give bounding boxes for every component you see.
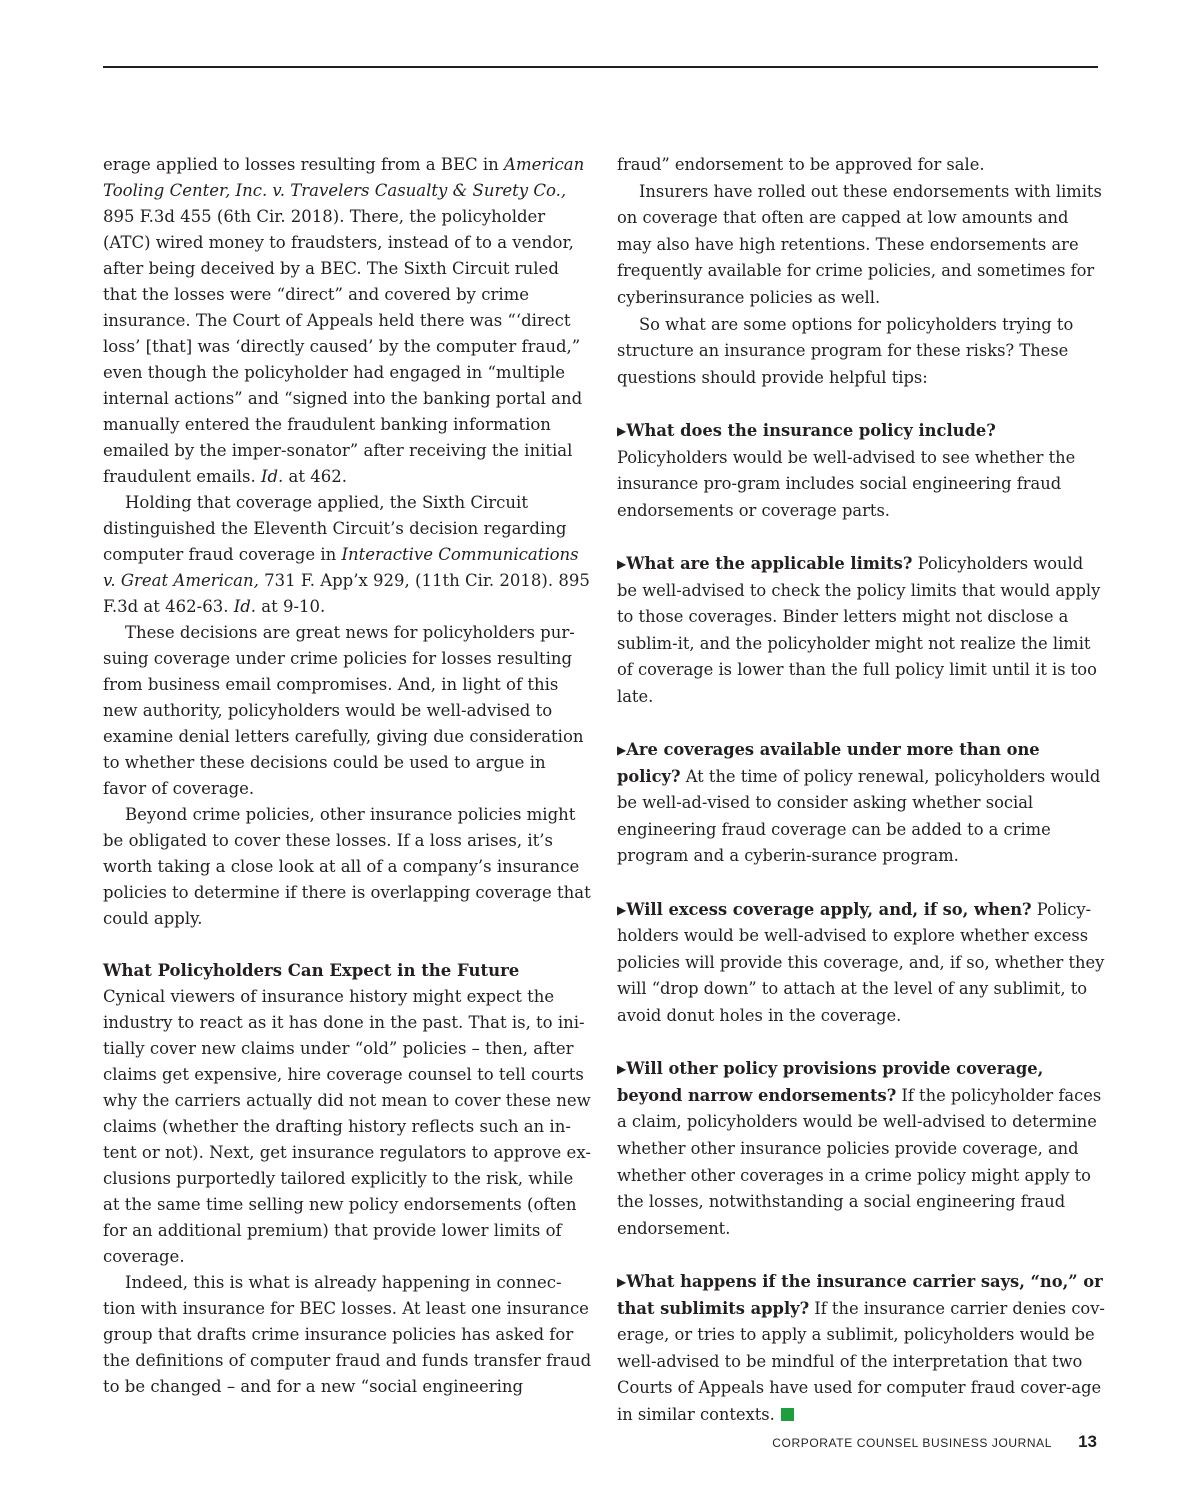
question-text: Will excess coverage apply, and, if so, when? — [626, 899, 1032, 919]
paragraph: Beyond crime policies, other insurance policies might be obligated to cover these losses. If a loss arises, it’s worth taking a close look at all of a company’s insurance policies to determine if there is overlapping coverage that could apply. — [103, 805, 591, 928]
paragraph: These decisions are great news for policyholders pur-suing coverage under crime policies for losses resulting from business email compromises. And, in light of this new authority, policyholders would be well-advised to examine denial letters carefully, giving due consideration to whether these decisions could be used to argue in favor of coverage. — [103, 623, 584, 798]
page-number: 13 — [1078, 1432, 1097, 1451]
triangle-bullet-icon: ▶ — [617, 1274, 627, 1289]
triangle-bullet-icon: ▶ — [617, 556, 627, 571]
case-citation: Interactive Communications v. Great American, — [103, 545, 579, 590]
question-item — [617, 897, 1107, 1030]
question-text: Are coverages available under more than one policy? — [617, 740, 1040, 786]
answer-text: If the insurance carrier denies cov-erage, or tries to apply a sublimit, policyholders would be well-advised to be mindful of the interpretation that two Courts of Appeals have used for computer fraud cover-age in similar contexts. — [617, 1298, 1105, 1424]
question-text: Will other policy provisions provide coverage, beyond narrow endorsements? — [617, 1059, 1044, 1105]
triangle-bullet-icon: ▶ — [617, 743, 627, 758]
case-citation: American Tooling Center, Inc. v. Travelers Casualty & Surety Co., — [103, 155, 585, 200]
end-mark-square-icon — [781, 1408, 794, 1421]
paragraph: Indeed, this is what is already happening in connec-tion with insurance for BEC losses. At least one insurance group that drafts crime insurance policies has asked for the definitions of computer fraud and funds transfer fraud to be changed – and for a new “social engineering — [103, 1273, 592, 1396]
journal-name: CORPORATE COUNSEL BUSINESS JOURNAL — [772, 1436, 1053, 1450]
answer-text: Policy-holders would be well-advised to explore whether excess policies will provide this coverage, and, if so, whether they will “drop down” to attach at the level of any sublimit, to avoid donut holes in the coverage. — [617, 899, 1105, 1025]
paragraph: Holding that coverage applied, the Sixth Circuit distinguished the Eleventh Circuit’s decision regarding computer fraud coverage in Interactive Communications v. Great American, 731 F. App’x 929, (11th Cir. 2018). 895 F.3d at 462-63. Id. at 9-10. — [103, 493, 590, 616]
answer-text: If the policyholder faces a claim, policyholders would be well-advised to determine whether other insurance policies provide coverage, and whether other coverages in a crime policy might apply to the losses, notwithstanding a social engineering fraud endorsement. — [617, 1085, 1102, 1238]
question-text: What does the insurance policy include? — [626, 420, 996, 440]
question-text: What happens if the insurance carrier says, “no,” or that sublimits apply? — [617, 1271, 1103, 1318]
triangle-bullet-icon: ▶ — [617, 423, 627, 438]
id-citation: Id. — [260, 467, 284, 486]
left-column — [103, 152, 593, 1400]
top-rule — [103, 66, 1098, 68]
section-heading: What Policyholders Can Expect in the Future — [103, 961, 520, 980]
triangle-bullet-icon: ▶ — [617, 902, 627, 917]
id-citation: Id. — [233, 597, 257, 616]
answer-text: Policyholders would be well-advised to see whether the insurance pro-gram includes social engineering fraud endorsements or coverage parts. — [617, 447, 1076, 520]
answer-text: Policyholders would be well-advised to check the policy limits that would apply to those coverages. Binder letters might not disclose a sublim-it, and the policyholder might not realize the limit of coverage is lower than the full policy limit until it is too late. — [617, 553, 1101, 706]
triangle-bullet-icon: ▶ — [617, 1062, 627, 1077]
paragraph: Cynical viewers of insurance history might expect the industry to react as it has done in the past. That is, to ini-tially cover new claims under “old” policies – then, after claims get expensive, hire coverage counsel to tell courts why the carriers actually did not mean to cover these new claims (whether the drafting history reflects such an in-tent or not). Next, get insurance regulators to approve ex-clusions purportedly tailored explicitly to the risk, while at the same time selling new policy endorsements (often for an additional premium) that provide lower limits of coverage. — [103, 987, 591, 1266]
page-footer — [772, 1432, 1097, 1452]
paragraph: So what are some options for policyholders trying to structure an insurance program for these risks? These questions should provide helpful tips: — [617, 314, 1074, 387]
right-column — [617, 152, 1107, 1429]
question-text: What are the applicable limits? — [626, 553, 913, 573]
paragraph: Insurers have rolled out these endorsements with limits on coverage that often are capped at low amounts and may also have high retentions. These endorsements are frequently available for crime policies, and sometimes for cyberinsurance policies as well. — [617, 181, 1102, 307]
paragraph: fraud” endorsement to be approved for sale. — [617, 155, 985, 174]
question-item — [617, 551, 1107, 711]
question-item — [617, 1056, 1107, 1242]
question-item — [617, 1269, 1107, 1429]
paragraph: erage applied to losses resulting from a BEC in American Tooling Center, Inc. v. Travelers Casualty & Surety Co., 895 F.3d 455 (6th Cir. 2018). There, the policyholder (ATC) wired money to fraudsters, instead of to a vendor, after being deceived by a BEC. The Sixth Circuit ruled that the losses were “direct” and covered by crime insurance. The Court of Appeals held there was “‘direct loss’ [that] was ‘directly caused’ by the computer fraud,” even though the policyholder had engaged in “multiple internal actions” and “signed into the banking portal and manually entered the fraudulent banking information emailed by the imper-sonator” after receiving the initial fraudulent emails. Id. at 462. — [103, 155, 585, 486]
question-item — [617, 737, 1107, 870]
answer-text: At the time of policy renewal, policyholders would be well-ad-vised to consider asking whether social engineering fraud coverage can be added to a crime program and a cyberin-surance program. — [617, 766, 1101, 866]
question-item — [617, 418, 1107, 524]
